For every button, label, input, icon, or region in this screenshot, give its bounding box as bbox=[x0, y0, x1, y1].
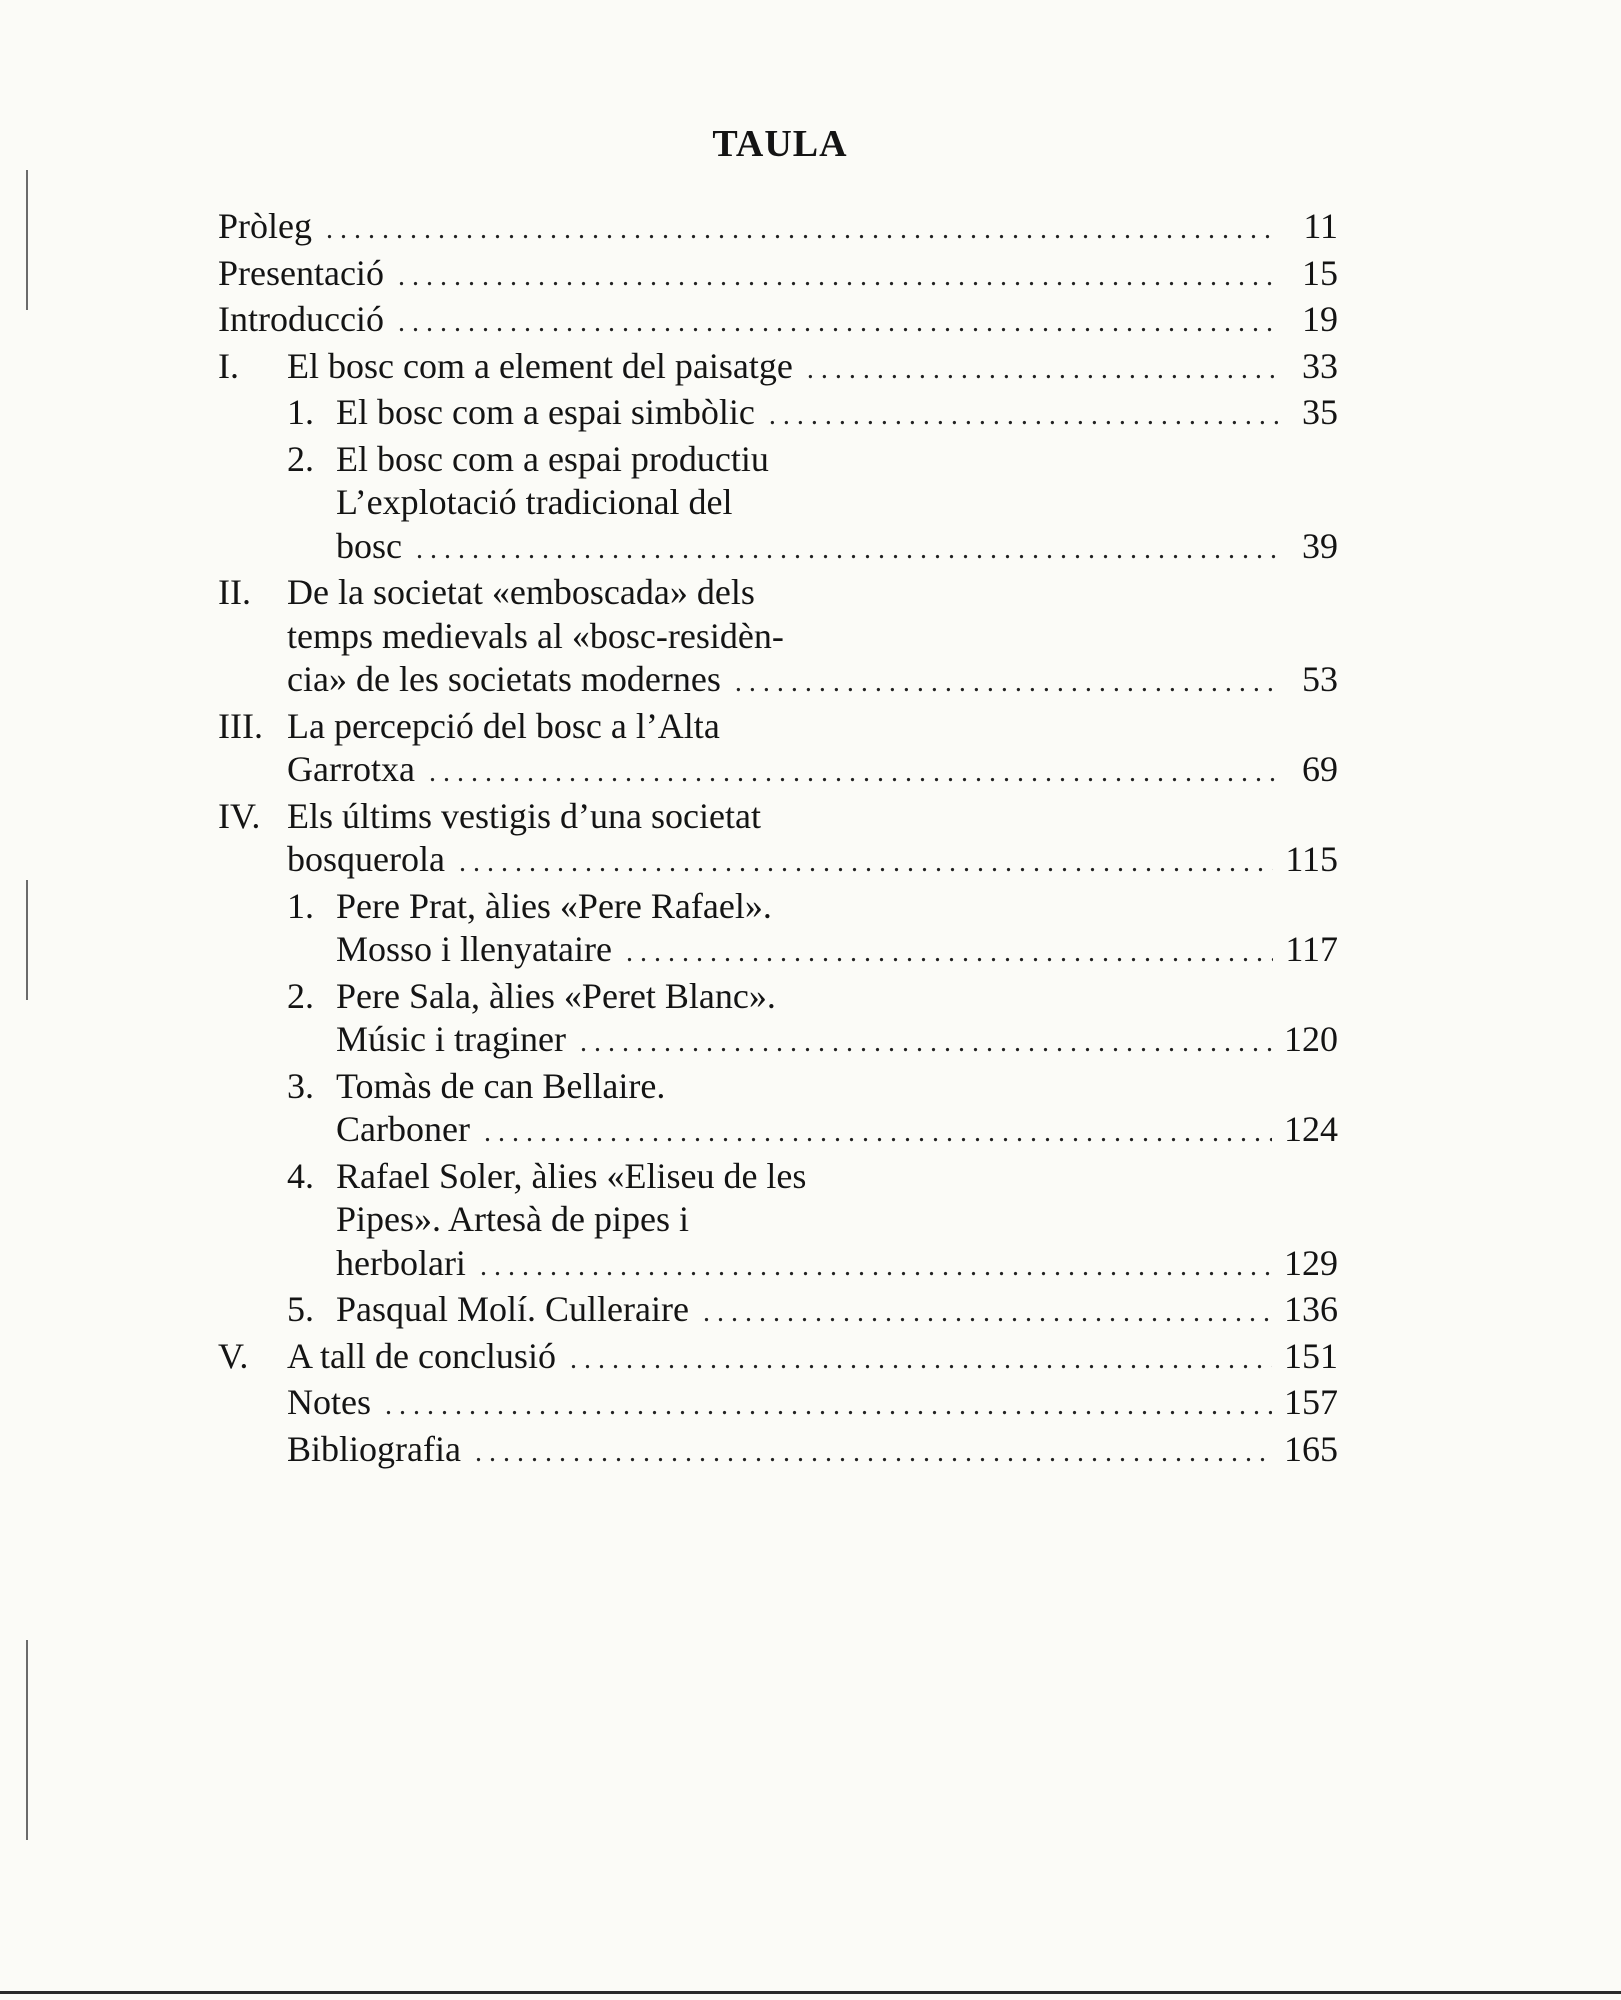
page-number: 15 bbox=[1302, 252, 1338, 293]
dot-leader bbox=[480, 1245, 1272, 1289]
dot-leader bbox=[735, 661, 1278, 705]
toc-entry-text: cia» de les societats modernes bbox=[287, 659, 721, 699]
page-number: 124 bbox=[1284, 1109, 1338, 1149]
toc-entry-text: Bibliografia bbox=[287, 1428, 461, 1469]
toc-line bbox=[218, 1335, 1338, 1382]
toc-line bbox=[218, 298, 1338, 345]
toc-entry-text: Pere Prat, àlies «Pere Rafael». bbox=[336, 885, 772, 926]
toc-line bbox=[218, 748, 1338, 795]
toc-entry-text: Garrotxa bbox=[287, 749, 415, 789]
section-number: 2. bbox=[287, 438, 314, 479]
page-number: 35 bbox=[1302, 392, 1338, 432]
dot-leader bbox=[580, 1021, 1272, 1065]
toc-entry-text: Carboner bbox=[336, 1109, 470, 1149]
toc-entry-text: El bosc com a espai productiu bbox=[336, 438, 769, 479]
chapter-number: IV. bbox=[218, 795, 261, 836]
toc-line bbox=[218, 438, 1338, 482]
binding-edge-mark bbox=[26, 880, 28, 1000]
dot-leader bbox=[703, 1291, 1272, 1335]
toc-entry-text: Pròleg bbox=[218, 206, 312, 246]
section-number: 2. bbox=[287, 975, 314, 1016]
toc-line bbox=[218, 205, 1338, 252]
page-number: 69 bbox=[1302, 749, 1338, 789]
toc-line bbox=[218, 928, 1338, 975]
section-number: 3. bbox=[287, 1065, 314, 1106]
toc-line bbox=[218, 1242, 1338, 1289]
chapter-number: II. bbox=[218, 572, 251, 612]
dot-leader bbox=[475, 1431, 1272, 1475]
page-number: 33 bbox=[1302, 345, 1338, 386]
toc-line bbox=[218, 345, 1338, 392]
toc-line bbox=[218, 658, 1338, 705]
toc-line bbox=[218, 1065, 1338, 1109]
dot-leader bbox=[398, 301, 1278, 345]
dot-leader bbox=[385, 1384, 1272, 1428]
toc-line bbox=[218, 481, 1338, 525]
table-of-contents bbox=[218, 205, 1338, 1474]
page-number: 151 bbox=[1284, 1335, 1338, 1376]
dot-leader bbox=[626, 931, 1273, 975]
toc-line bbox=[218, 1155, 1338, 1199]
toc-entry-text: Introducció bbox=[218, 299, 384, 339]
page-number: 19 bbox=[1302, 299, 1338, 339]
page-bottom-edge bbox=[0, 1991, 1621, 1994]
page-number: 117 bbox=[1285, 929, 1338, 969]
dot-leader bbox=[416, 528, 1278, 572]
toc-entry-text: bosc bbox=[336, 525, 402, 566]
dot-leader bbox=[429, 751, 1278, 795]
toc-entry-text: De la societat «emboscada» dels bbox=[287, 572, 755, 612]
dot-leader bbox=[484, 1111, 1272, 1155]
toc-line bbox=[218, 1381, 1338, 1428]
section-number: 5. bbox=[287, 1289, 314, 1329]
toc-entry-text: El bosc com a element del paisatge bbox=[287, 345, 793, 386]
page-number: 115 bbox=[1285, 839, 1338, 879]
toc-line bbox=[218, 1108, 1338, 1155]
toc-entry-text: A tall de conclusió bbox=[287, 1335, 556, 1376]
toc-entry-text: Mosso i llenyataire bbox=[336, 929, 612, 969]
section-number: 4. bbox=[287, 1155, 314, 1196]
toc-line bbox=[218, 1428, 1338, 1475]
toc-entry-text: bosquerola bbox=[287, 839, 445, 879]
page-number: 120 bbox=[1284, 1019, 1338, 1059]
toc-entry-text: Músic i traginer bbox=[336, 1019, 566, 1059]
binding-edge-mark bbox=[26, 170, 28, 310]
toc-line bbox=[218, 838, 1338, 885]
toc-line bbox=[218, 1198, 1338, 1242]
toc-entry-text: herbolari bbox=[336, 1242, 466, 1283]
toc-line bbox=[218, 1018, 1338, 1065]
chapter-number: III. bbox=[218, 705, 263, 746]
toc-entry-text: Pere Sala, àlies «Peret Blanc». bbox=[336, 975, 776, 1016]
dot-leader bbox=[459, 841, 1273, 885]
toc-entry-text: Pasqual Molí. Culleraire bbox=[336, 1289, 689, 1329]
toc-entry-text: Pipes». Artesà de pipes i bbox=[336, 1199, 689, 1239]
page-number: 53 bbox=[1302, 659, 1338, 699]
chapter-number: V. bbox=[218, 1335, 249, 1376]
toc-entry-text: El bosc com a espai simbòlic bbox=[336, 392, 755, 432]
toc-line bbox=[218, 705, 1338, 749]
toc-entry-text: Presentació bbox=[218, 252, 384, 293]
page-number: 11 bbox=[1303, 206, 1338, 246]
chapter-number: I. bbox=[218, 345, 239, 386]
toc-line bbox=[218, 795, 1338, 839]
toc-line bbox=[218, 615, 1338, 659]
toc-line bbox=[218, 252, 1338, 299]
toc-line bbox=[218, 885, 1338, 929]
dot-leader bbox=[570, 1338, 1272, 1382]
dot-leader bbox=[807, 348, 1278, 392]
dot-leader bbox=[769, 394, 1278, 438]
section-number: 1. bbox=[287, 392, 314, 432]
section-number: 1. bbox=[287, 885, 314, 926]
page-title: TAULA bbox=[712, 123, 848, 165]
toc-entry-text: L’explotació tradicional del bbox=[336, 482, 733, 522]
page-number: 157 bbox=[1284, 1382, 1338, 1422]
toc-entry-text: temps medievals al «bosc-residèn- bbox=[287, 615, 784, 656]
page-number: 129 bbox=[1284, 1242, 1338, 1283]
toc-line bbox=[218, 571, 1338, 615]
toc-entry-text: Els últims vestigis d’una societat bbox=[287, 795, 761, 836]
binding-edge-mark bbox=[26, 1640, 28, 1840]
dot-leader bbox=[398, 255, 1278, 299]
toc-line bbox=[218, 525, 1338, 572]
toc-entry-text: Rafael Soler, àlies «Eliseu de les bbox=[336, 1155, 807, 1196]
toc-line bbox=[218, 975, 1338, 1019]
dot-leader bbox=[326, 208, 1278, 252]
page-number: 136 bbox=[1284, 1289, 1338, 1329]
toc-entry-text: Tomàs de can Bellaire. bbox=[336, 1065, 666, 1106]
toc-entry-text: Notes bbox=[287, 1382, 371, 1422]
page-number: 165 bbox=[1284, 1428, 1338, 1469]
toc-entry-text: La percepció del bosc a l’Alta bbox=[287, 705, 720, 746]
toc-line bbox=[218, 391, 1338, 438]
page-number: 39 bbox=[1302, 525, 1338, 566]
toc-line bbox=[218, 1288, 1338, 1335]
